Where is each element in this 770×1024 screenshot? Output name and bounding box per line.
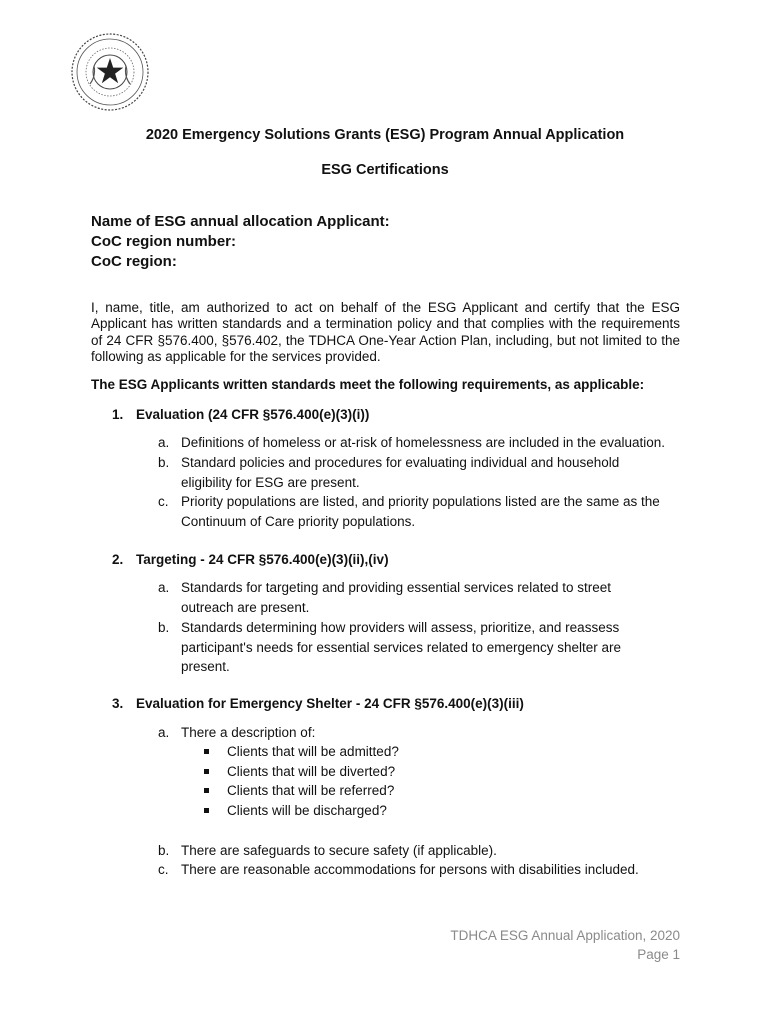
bullet-square-icon [204,769,209,774]
bullet-item: Clients that will be referred? [204,781,394,801]
page-footer [450,926,680,964]
footer-page-number: Page 1 [637,947,680,962]
section-2-heading [112,552,389,567]
section-number: 1. [112,407,124,422]
list-item: b. Standard policies and procedures for evaluating individual and household eligibility for ESG are present. [158,455,620,490]
applicant-fields [91,212,390,272]
state-seal-logo [70,32,150,112]
section-title: Evaluation (24 CFR §576.400(e)(3)(i)) [136,407,370,422]
certification-intro-paragraph: I, name, title, am authorized to act on behalf of the ESG Applicant and certify that the ESG Applicant has written standards and a termination policy and that complies with the requirements of 24 CFR §576.400, §576.402, the TDHCA One-Year Action Plan, including, but not limited to the following as applicable for the services provided. [91,300,680,365]
list-item: c. Priority populations are listed, and priority populations listed are the same as the Continuum of Care priority populations. [158,494,660,529]
coc-region-label: CoC region: [91,253,177,270]
bullet-square-icon [204,749,209,754]
section-1-heading [112,407,369,422]
requirements-heading: The ESG Applicants written standards meet the following requirements, as applicable: [91,377,645,392]
list-item: c. There are reasonable accommodations for persons with disabilities included. [158,862,639,877]
list-item: a. Standards for targeting and providing essential services related to street outreach are present. [158,580,611,615]
bullet-item: Clients that will be admitted? [204,742,399,762]
section-number: 3. [112,696,124,711]
section-title: Evaluation for Emergency Shelter - 24 CFR §576.400(e)(3)(iii) [136,696,524,711]
bullet-item: Clients that will be diverted? [204,762,395,782]
list-item: b. Standards determining how providers will assess, prioritize, and reassess participant's needs for essential services related to emergency shelter are present. [158,620,622,674]
applicant-name-label: Name of ESG annual allocation Applicant: [91,213,390,230]
section-number: 2. [112,552,124,567]
document-subtitle: ESG Certifications [321,162,449,178]
list-item: a. Definitions of homeless or at-risk of homelessness are included in the evaluation. [158,435,666,450]
section-title: Targeting - 24 CFR §576.400(e)(3)(ii),(iv) [136,552,389,567]
list-item: b. There are safeguards to secure safety (if applicable). [158,843,497,858]
bullet-item: Clients will be discharged? [204,801,387,821]
document-title: 2020 Emergency Solutions Grants (ESG) Program Annual Application [145,127,625,143]
section-3-heading [112,696,524,711]
footer-document-name: TDHCA ESG Annual Application, 2020 [450,928,680,943]
bullet-square-icon [204,808,209,813]
coc-region-number-label: CoC region number: [91,233,236,250]
bullet-square-icon [204,788,209,793]
list-item: a. There a description of: [158,725,316,740]
